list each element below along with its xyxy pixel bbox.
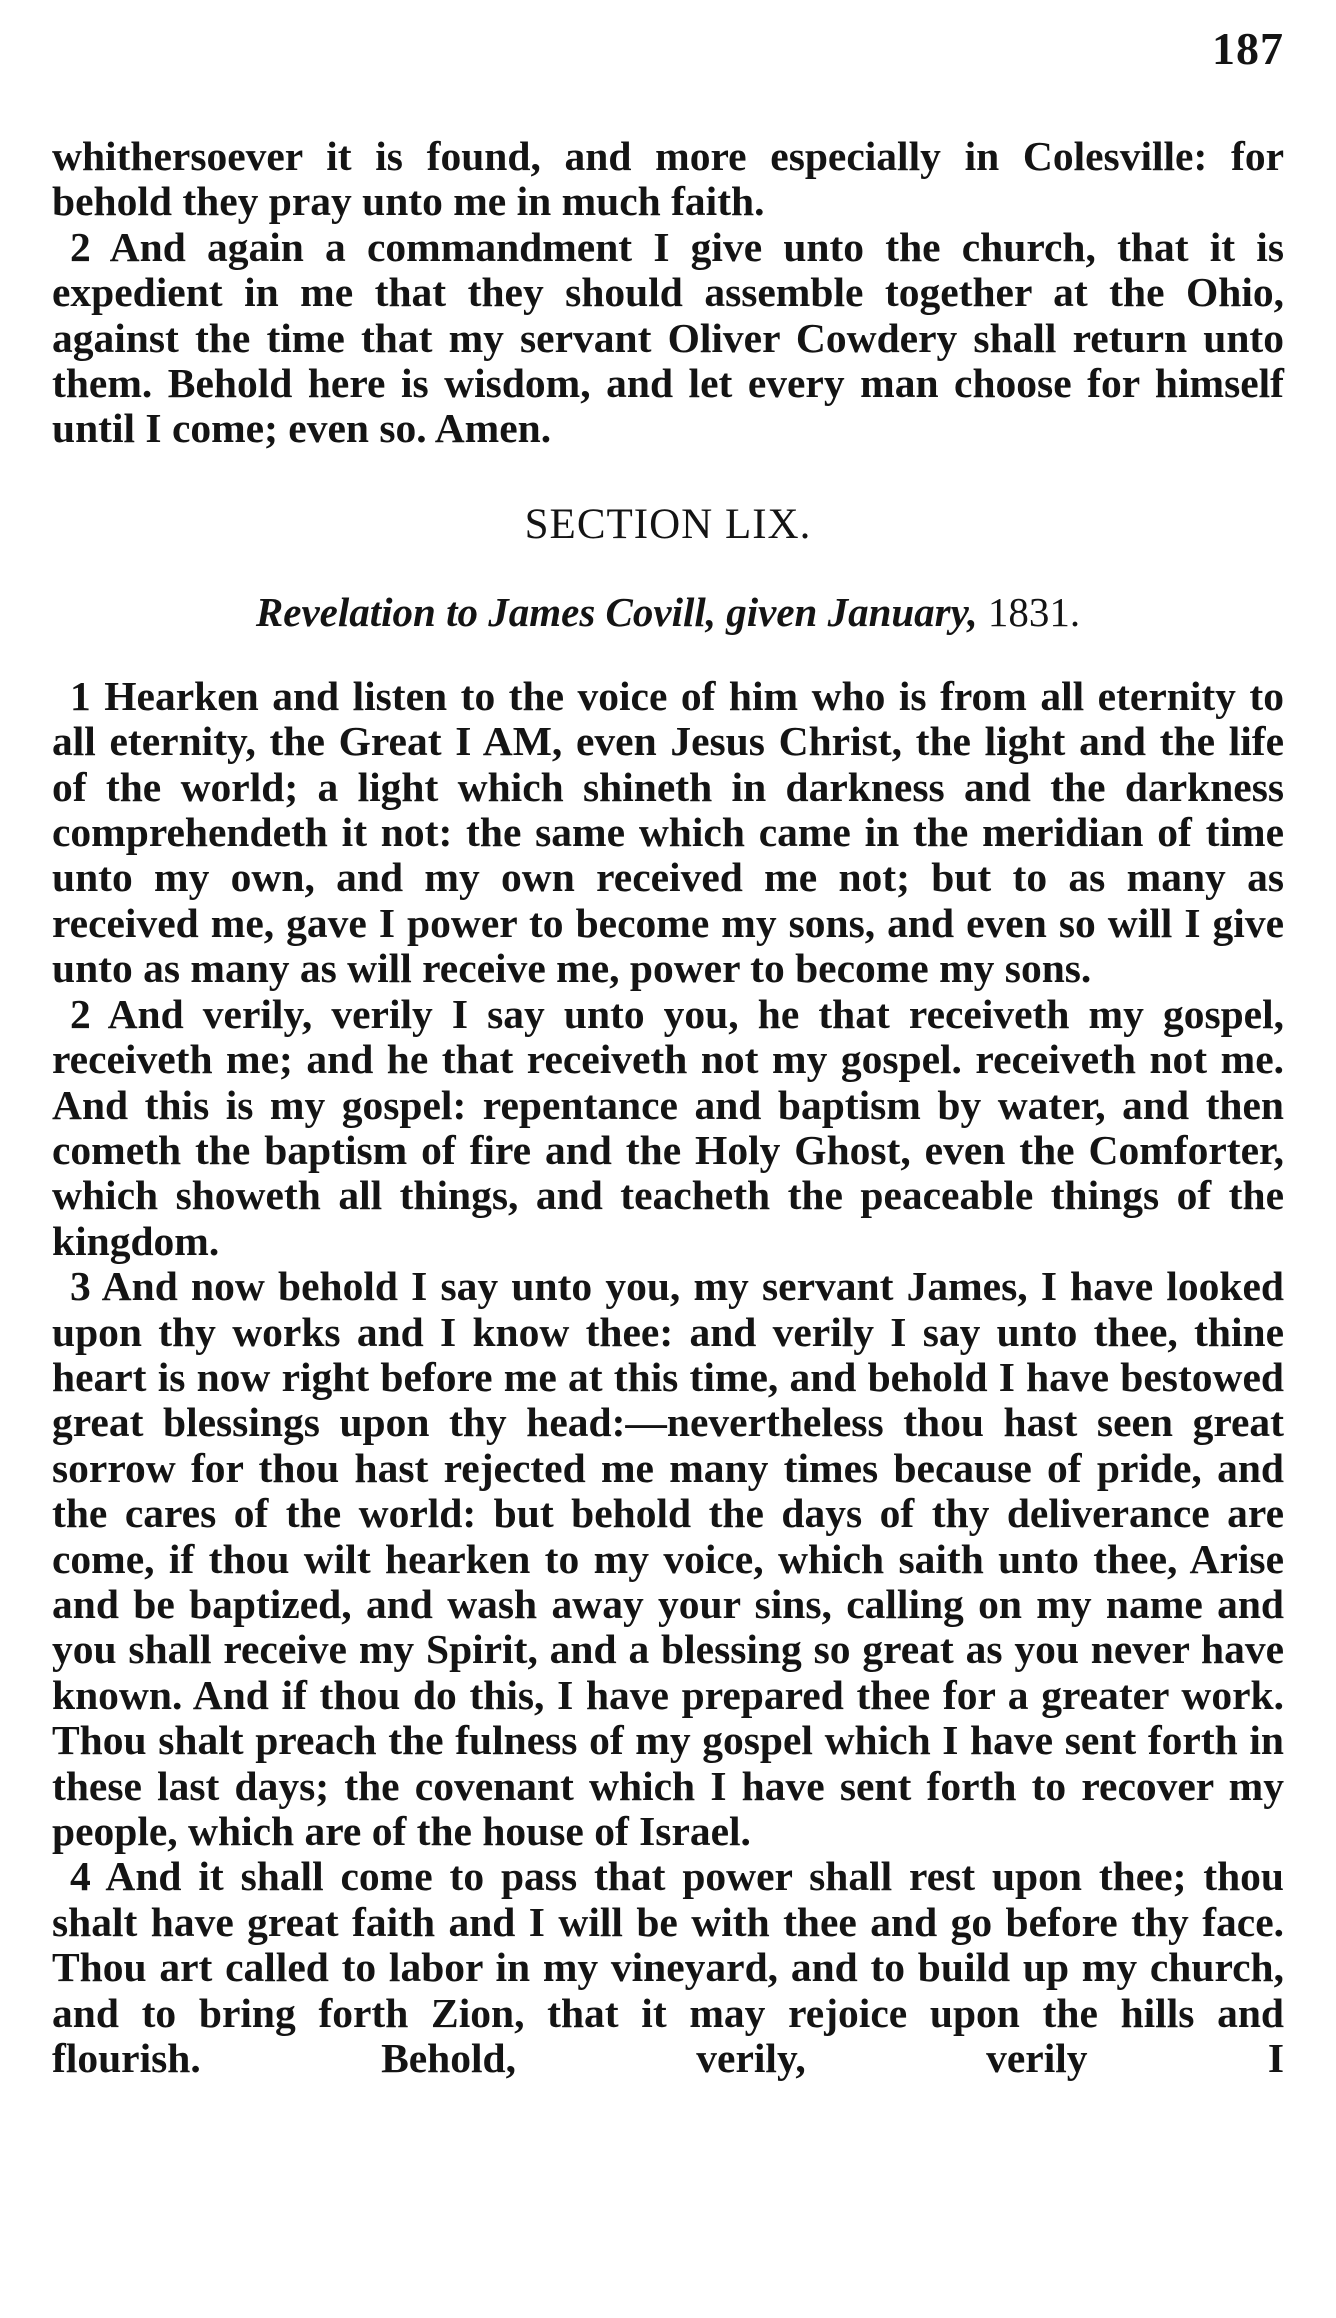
verse-1	[52, 674, 1284, 992]
verse-4	[52, 1854, 1284, 2081]
verse-number: 2	[70, 223, 91, 270]
section-title: SECTION LIX.	[524, 500, 812, 548]
section-subtitle-italic: Revelation to James Covill, given January,	[255, 588, 978, 635]
verse-number: 3	[70, 1263, 91, 1310]
continuation-text: whithersoever it is found, and more especially in Colesville: for behold they pray unto me in much faith.	[52, 133, 1284, 225]
section-subtitle	[52, 588, 1284, 636]
verse-text: And it shall come to pass that power shall rest upon thee; thou shalt have great faith and I will be with thee and go before thy face. Thou art called to labor in my vineyard, and to build up my church, and to bring forth Zion, that it may rejoice upon the hills and flourish. Behold, verily, verily I	[52, 1853, 1284, 2082]
continuation-paragraph	[52, 134, 1284, 225]
verse-text: And again a commandment I give unto the church, that it is expedient in me that they should assemble together at the Ohio, against the time that my servant Oliver Cowdery shall return unto them. Behold here is wisdom, and let every man choose for himself until I come; even so. Amen.	[52, 223, 1284, 452]
section-subtitle-year: 1831.	[987, 588, 1081, 635]
page-number: 187	[1212, 23, 1284, 74]
previous-section-verse-2	[52, 225, 1284, 452]
verse-number: 4	[70, 1853, 91, 1900]
verse-text: And verily, verily I say unto you, he that receiveth my gospel, receiveth me; and he that receiveth not my gospel. receiveth not me. And this is my gospel: repentance and baptism by water, and then cometh the baptism of fire and the Holy Ghost, even the Comforter, which showeth all things, and teacheth the peaceable things of the kingdom.	[52, 990, 1284, 1264]
verse-number: 1	[70, 672, 91, 719]
verse-text: And now behold I say unto you, my servant James, I have looked upon thy works and I know thee: and verily I say unto thee, thine heart is now right before me at this time, and behold I have bestowed great blessings upon thy head:—nevertheless thou hast seen great sorrow for thou hast rejected me many times because of pride, and the cares of the world: but behold the days of thy deliverance are come, if thou wilt hearken to my voice, which saith unto thee, Arise and be baptized, and wash away your sins, calling on my name and you shall receive my Spirit, and a blessing so great as you never have known. And if thou do this, I have prepared thee for a greater work. Thou shalt preach the fulness of my gospel which I have sent forth in these last days; the covenant which I have sent forth to recover my people, which are of the house of Israel.	[52, 1263, 1284, 1854]
verse-number: 2	[70, 990, 91, 1037]
page-body	[52, 134, 1284, 2081]
verse-3	[52, 1264, 1284, 1854]
verse-2	[52, 992, 1284, 1264]
verse-text: Hearken and listen to the voice of him who is from all eternity to all eternity, the Great I AM, even Jesus Christ, the light and the life of the world; a light which shineth in darkness and the darkness comprehendeth it not: the same which came in the meridian of time unto my own, and my own received me not; but to as many as received me, gave I power to become my sons, and even so will I give unto as many as will receive me, power to become my sons.	[52, 672, 1284, 992]
